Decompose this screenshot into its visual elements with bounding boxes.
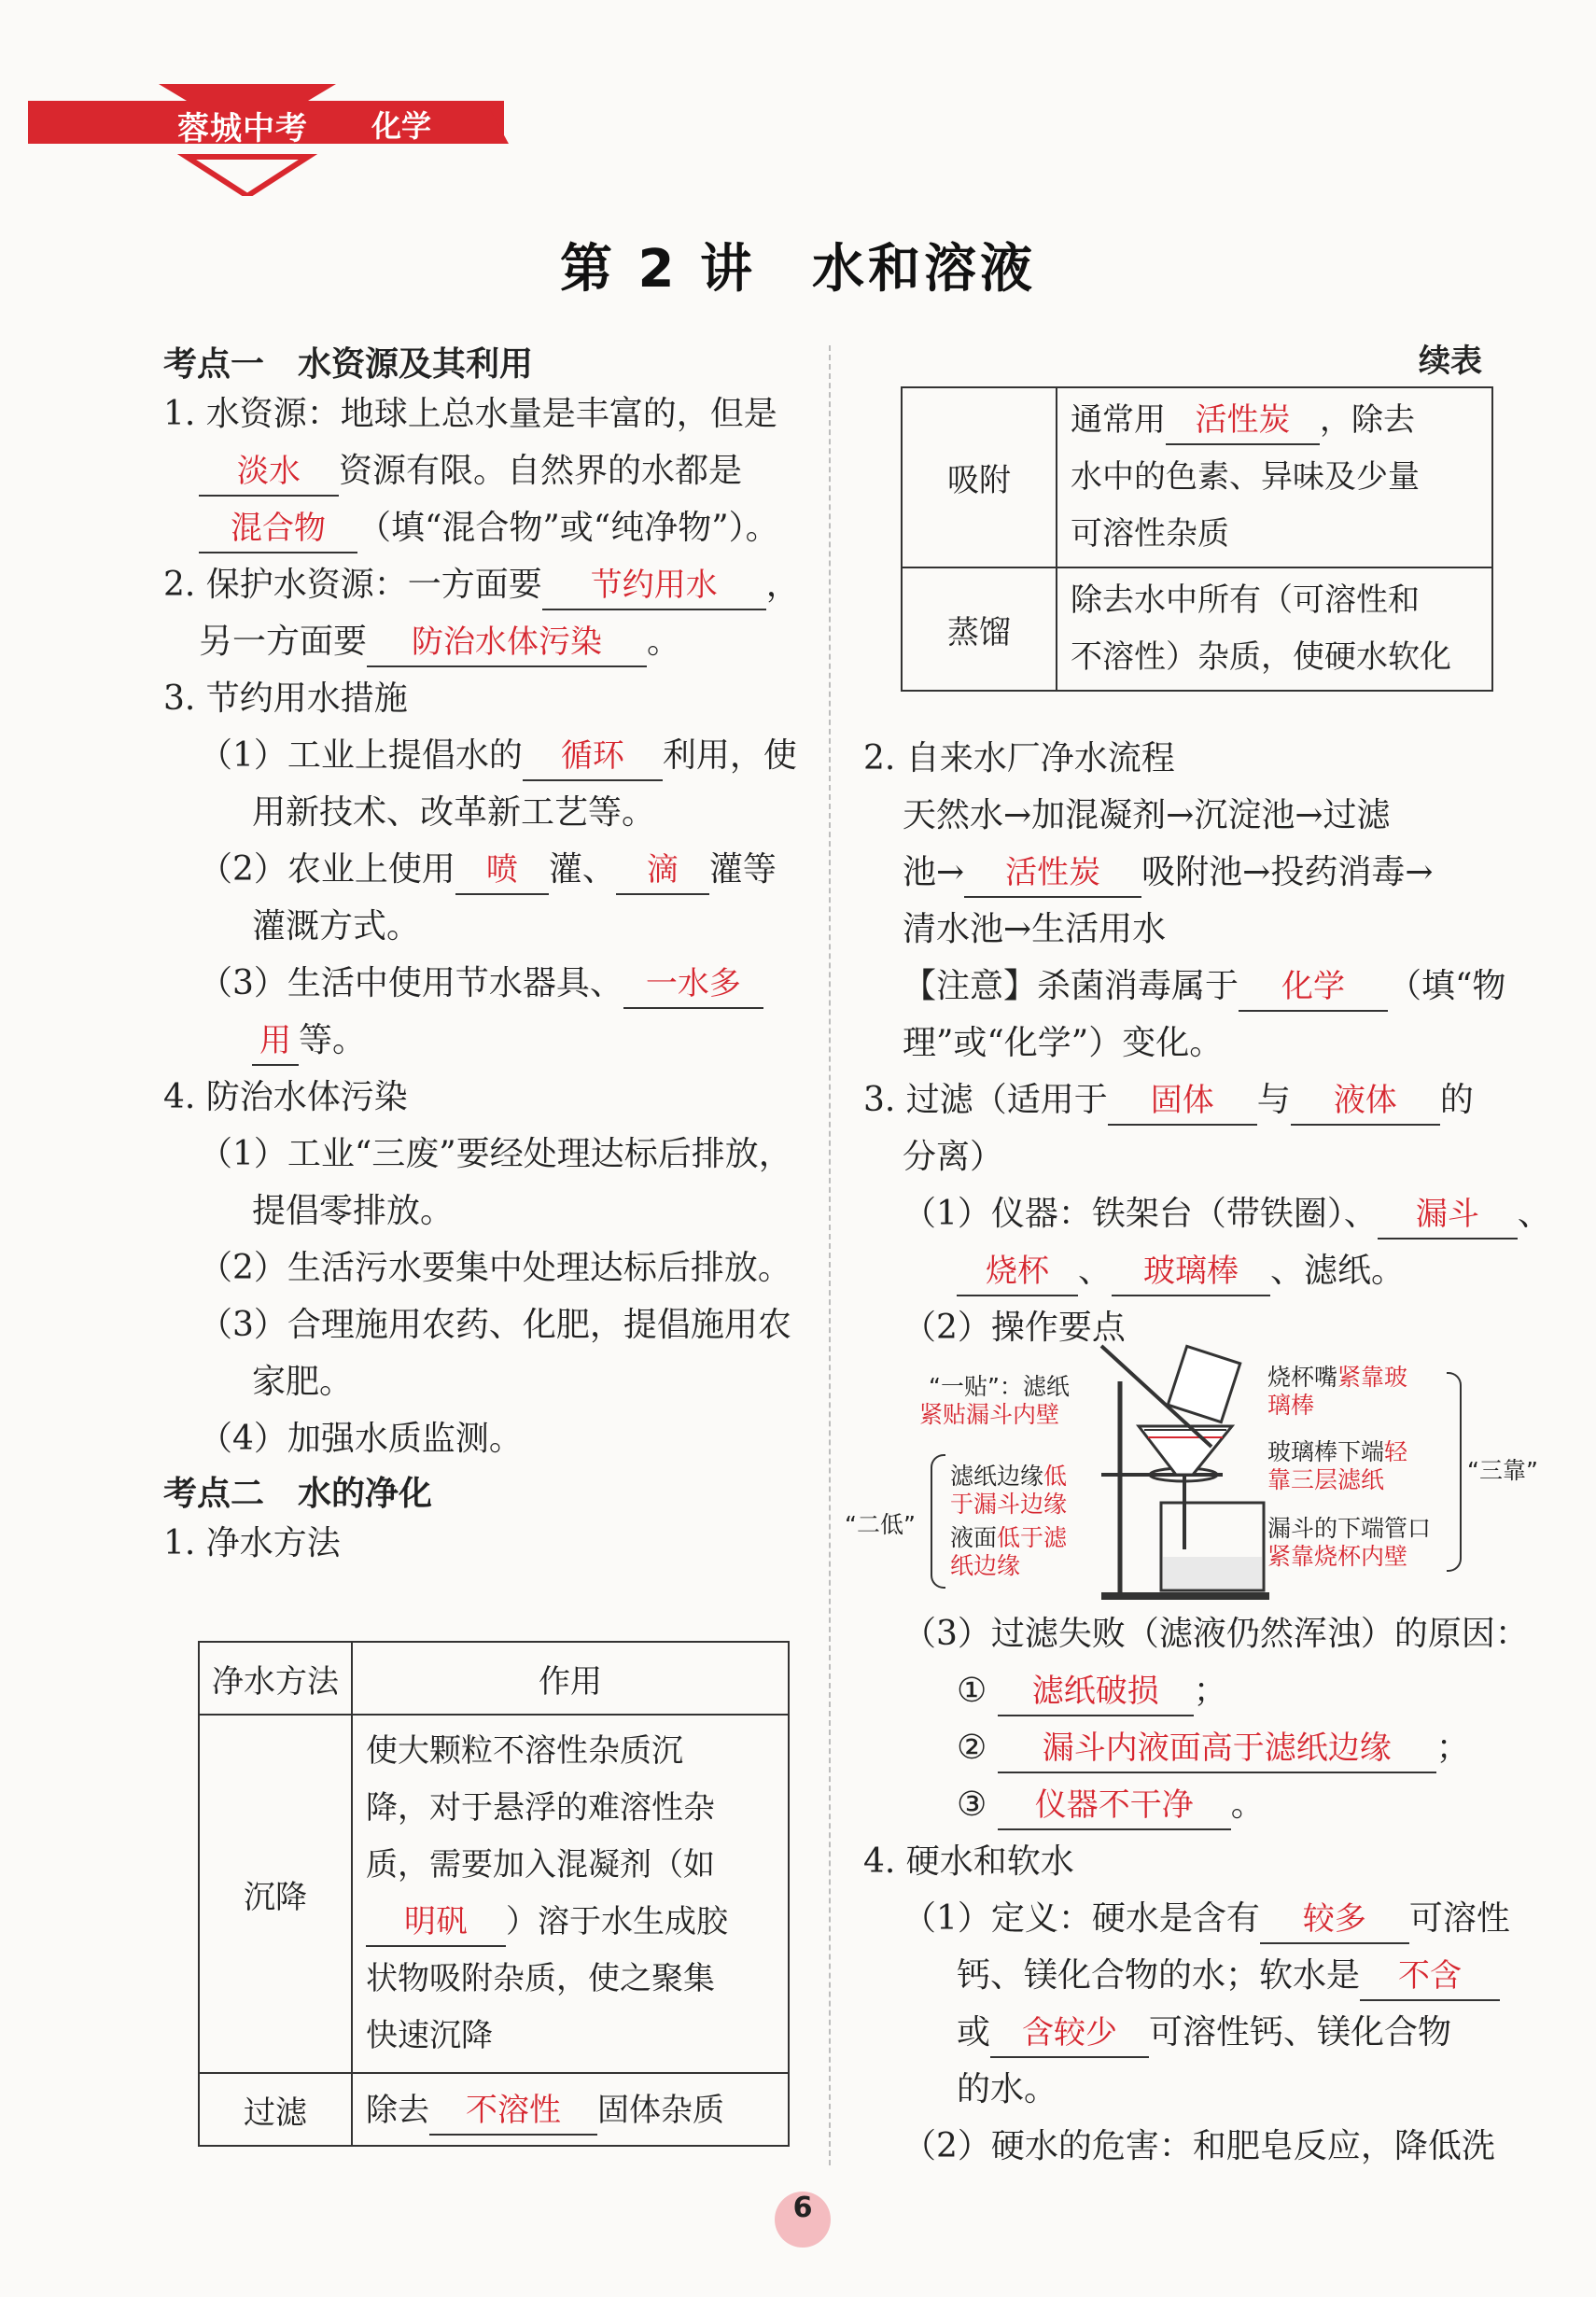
waterworks-line3: 清水池→生活用水 [903,910,1167,948]
answer-blank: 淡水 [199,448,339,497]
text: 3. 过滤（适用于 [863,1081,1108,1119]
purification-table-continued [901,386,1493,692]
text: 【注意】杀菌消毒属于 [903,967,1239,1005]
table-cell: 过滤 [199,2073,352,2146]
text: ； [1435,1729,1470,1767]
text: 吸附池→投药消毒→ [1141,853,1434,891]
answer-blank: 活性炭 [1166,397,1320,445]
section-1-title: 考点一 水资源及其利用 [163,345,534,384]
answer-blank: 一水多 [623,960,763,1009]
waterworks-line1: 天然水→加混凝剂→沉淀池→过滤 [903,796,1391,834]
text: ③ [957,1786,987,1824]
item-1-line1: 1. 水资源：地球上总水量是丰富的，但是 [163,395,777,433]
text [366,1894,775,1951]
answer-blank: 防治水体污染 [367,619,647,667]
item-3-1-line1 [163,727,807,784]
page-number: 6 [775,2192,831,2248]
text: 灌、 [548,850,616,889]
answer-blank: 较多 [1260,1896,1409,1944]
answer-blank: 仪器不干净 [998,1782,1231,1830]
text: 快速沉降 [366,2017,493,2054]
answer-blank: 液体 [1291,1077,1440,1126]
text: ， [765,566,800,604]
kao2-label [1267,1437,1407,1467]
subject-tag: 化学 [371,108,432,144]
hardwater-1-line3 [863,2004,1517,2061]
hardwater-2-line1: （2）硬水的危害：和肥皂反应，降低洗 [903,2127,1495,2165]
item-3-1-line2: 用新技术、改革新工艺等。 [252,793,656,832]
text: 通常用 [1071,401,1166,439]
item-2-line1 [163,556,807,613]
table-cell [1057,567,1492,691]
text: 滤纸边缘 [950,1463,1044,1490]
answer-blank: 明矾 [366,1898,506,1947]
filter-1-line1 [863,1185,1551,1242]
hardwater-title: 4. 硬水和软水 [863,1842,1074,1881]
answer-text: 低 [1043,1463,1068,1490]
item-3-3-line2 [163,1012,807,1069]
text: 除去水中所有（可溶性和 [1071,581,1420,619]
table-cell [1057,387,1492,567]
item-3-3-line1 [163,955,807,1012]
failure-reason-1 [863,1662,1517,1719]
answer-blank: 漏斗内液面高于滤纸边缘 [998,1725,1436,1773]
failure-reason-2 [863,1719,1517,1776]
text: 与 [1256,1081,1291,1119]
note-line2: 理”或“化学”）变化。 [903,1024,1224,1062]
text: （2）农业上使用 [199,850,455,889]
text: 池→ [903,853,965,891]
text: 、滤纸。 [1270,1252,1406,1290]
kao2-answer: 靠三层滤纸 [1267,1466,1385,1493]
answer-blank: 滤纸破损 [998,1668,1194,1716]
item-4-3-line1: （3）合理施用农药、化肥，提倡施用农 [199,1306,791,1344]
waterworks-line2 [863,844,1517,901]
answer-text: 紧靠玻 [1337,1364,1408,1391]
item-4-3-line2: 家肥。 [252,1363,354,1401]
filter-3-title: （3）过滤失败（滤液仍然浑浊）的原因： [903,1615,1529,1653]
kao1-label [1267,1363,1407,1393]
text: 或 [957,2013,991,2052]
failure-reason-3 [863,1776,1517,1833]
item-3-2-line2: 灌溉方式。 [252,907,421,945]
filtration-apparatus [1083,1344,1288,1605]
item-3-2-line1 [163,841,807,898]
text: （1）定义：硬水是含有 [903,1899,1260,1938]
text: 等。 [299,1021,367,1059]
answer-text: 轻 [1384,1438,1408,1465]
text: （填“物 [1388,967,1506,1005]
answer-blank: 漏斗 [1378,1191,1518,1240]
text: 液面 [950,1524,998,1551]
text: 另一方面要 [199,623,368,661]
answer-blank: 活性炭 [964,849,1141,898]
right-column-bottom [863,1605,1529,2175]
filter-2-title: （2）操作要点 [903,1309,1126,1347]
table-cell: 沉降 [199,1715,352,2073]
answer-blank: 节约用水 [542,562,766,610]
erdi-label: “二低” [845,1511,916,1538]
sankao-brace [1447,1372,1462,1572]
table-cell: 吸附 [902,387,1057,567]
kao1-answer: 璃棒 [1267,1392,1315,1419]
answer-blank: 玻璃棒 [1112,1248,1270,1296]
table-header: 作用 [352,1642,789,1715]
section-2-title: 考点二 水的净化 [163,1475,433,1513]
answer-blank: 烧杯 [957,1248,1078,1296]
answer-blank: 固体 [1108,1077,1257,1126]
left-column [163,338,807,1572]
hardwater-1-line4: 的水。 [957,2070,1058,2108]
text: ）溶于水生成胶 [506,1903,728,1940]
text: 、 [1517,1195,1551,1233]
text: 可溶性 [1408,1899,1510,1938]
text: ② [957,1729,987,1767]
page-title: 第 2 讲 水和溶液 [560,239,1036,300]
text: 灌等 [708,850,777,889]
answer-blank: 不含 [1360,1953,1500,2001]
purification-table [198,1641,790,2147]
text: 降，对于悬浮的难溶性杂 [366,1789,715,1827]
filter-line1 [863,1071,1517,1128]
hardwater-1-line2 [863,1947,1517,2004]
item-1-line3 [163,499,807,556]
column-divider [829,345,831,2165]
kao3-label: 漏斗的下端管口 [1267,1515,1432,1542]
table-cell [352,2073,789,2146]
filter-line2: 分离） [903,1138,1004,1176]
di1-answer: 于漏斗边缘 [950,1491,1068,1518]
answer-blank: 混合物 [199,505,357,553]
erdi-brace [931,1454,945,1589]
item-4-2: （2）生活污水要集中处理达标后排放。 [199,1249,791,1287]
text: 钙、镁化合物的水；软水是 [957,1956,1361,1995]
item-1-line2 [163,442,807,499]
table-cell: 蒸馏 [902,567,1057,691]
purification-item-1: 1. 净水方法 [163,1524,341,1562]
item-4-title: 4. 防治水体污染 [163,1078,408,1116]
item-4-1-line1: （1）工业“三废”要经处理达标后排放， [199,1135,792,1173]
text: 利用，使 [662,736,797,775]
item-4-1-line2: 提倡零排放。 [252,1192,455,1230]
text: 的 [1439,1081,1474,1119]
text: 不溶性）杂质，使硬水软化 [1071,638,1451,676]
text: 固体杂质 [597,2091,724,2129]
text: 2. 保护水资源：一方面要 [163,566,542,604]
di2-answer: 纸边缘 [950,1552,1021,1579]
right-column-top [863,730,1551,1356]
di1-label [950,1462,1067,1492]
text: 可溶性杂质 [1071,515,1229,553]
answer-blank: 含较少 [990,2010,1149,2058]
answer-blank: 循环 [523,733,663,781]
text: 玻璃棒下端 [1267,1438,1385,1465]
filter-1-line2 [863,1242,1517,1299]
text: （1）工业上提倡水的 [199,736,523,775]
kao3-answer: 紧靠烧杯内壁 [1267,1543,1408,1570]
waterworks-title: 2. 自来水厂净水流程 [863,739,1175,777]
di2-label [950,1523,1067,1553]
text: 资源有限。自然界的水都是 [339,452,743,490]
text: 。 [647,623,681,661]
item-2-line2 [163,613,807,670]
yitie-answer: 紧贴漏斗内壁 [919,1401,1060,1428]
continued-label: 续表 [1419,343,1482,380]
text: 、 [1078,1252,1113,1290]
text [1071,392,1478,449]
text: 使大颗粒不溶性杂质沉 [366,1732,683,1770]
text: ① [957,1672,987,1710]
answer-blank: 喷 [455,847,549,895]
answer-text: 低于滤 [997,1524,1068,1551]
sankao-label: “三靠” [1467,1457,1538,1484]
answer-blank: 用 [252,1017,299,1066]
hardwater-1-line1 [863,1890,1517,1947]
text: 烧杯嘴 [1267,1364,1338,1391]
text: 可溶性钙、镁化合物 [1149,2013,1452,2052]
table-header: 净水方法 [199,1642,352,1715]
text: （1）仪器：铁架台（带铁圈）、 [903,1195,1378,1233]
brand-name: 蓉城中考 [177,110,308,147]
text: 除去 [366,2091,429,2129]
answer-blank: 化学 [1239,963,1388,1012]
text: ； [1193,1672,1227,1710]
text: 状物吸附杂质，使之聚集 [366,1960,715,1997]
item-4-4: （4）加强水质监测。 [199,1420,523,1458]
table-cell [352,1715,789,2073]
text: 。 [1230,1786,1265,1824]
text: 质，需要加入混凝剂（如 [366,1846,715,1884]
note-line1 [863,958,1517,1015]
text: （3）生活中使用节水器具、 [199,964,623,1002]
item-3-title: 3. 节约用水措施 [163,679,408,718]
text: （填“混合物”或“纯净物”）。 [357,509,779,547]
yitie-label: “一贴”：滤纸 [929,1373,1070,1400]
text: 水中的色素、异味及少量 [1071,458,1420,496]
answer-blank: 滴 [616,847,709,895]
answer-blank: 不溶性 [429,2087,597,2136]
text: ，除去 [1320,401,1415,439]
